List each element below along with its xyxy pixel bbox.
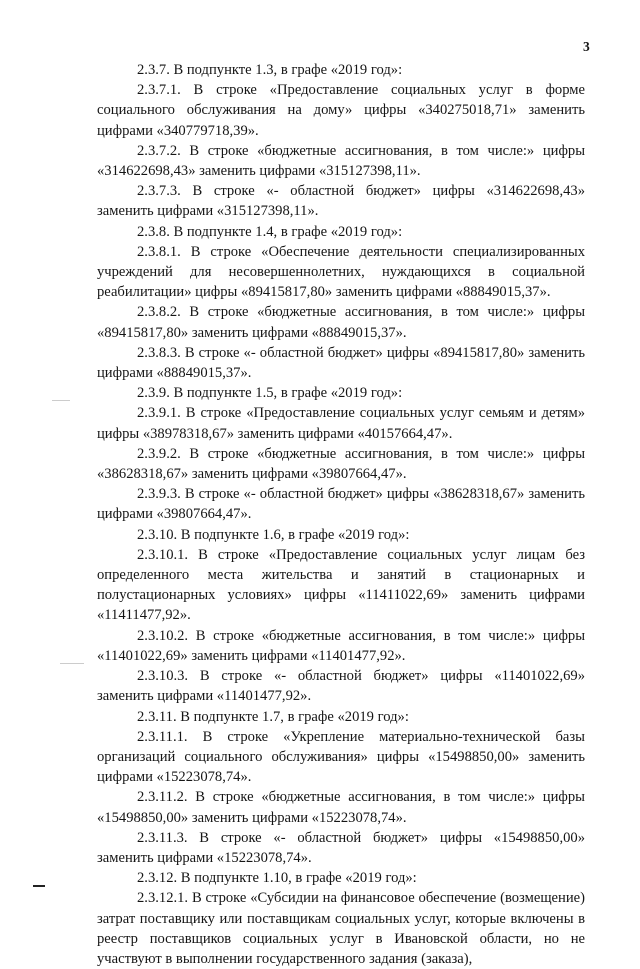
paragraph: 2.3.7. В подпункте 1.3, в графе «2019 год»: bbox=[137, 62, 403, 78]
document-body bbox=[97, 60, 585, 969]
paragraph: 2.3.11.2. В строке «бюджетные ассигнования, в том числе:» цифры «15498850,00» заменить цифрами «15223078,74». bbox=[97, 789, 585, 826]
paragraph: 2.3.10.1. В строке «Предоставление социальных услуг лицам без определенного места жительства и занятий в стационарных и полустационарных условиях» цифры «11411022,69» заменить цифрами «11411477,92». bbox=[97, 546, 585, 624]
paragraph: 2.3.9.3. В строке «- областной бюджет» цифры «38628318,67» заменить цифрами «39807664,47». bbox=[97, 486, 585, 523]
paragraph: 2.3.9.2. В строке «бюджетные ассигнования, в том числе:» цифры «38628318,67» заменить цифрами «39807664,47». bbox=[97, 445, 585, 483]
paragraph: 2.3.10.3. В строке «- областной бюджет» цифры «11401022,69» заменить цифрами «11401477,92». bbox=[97, 668, 585, 705]
paragraph: 2.3.8.3. В строке «- областной бюджет» цифры «89415817,80» заменить цифрами «88849015,37». bbox=[97, 344, 585, 382]
paragraph: 2.3.8. В подпункте 1.4, в графе «2019 год»: bbox=[137, 223, 403, 240]
scan-mark bbox=[52, 400, 70, 401]
paragraph: 2.3.9.1. В строке «Предоставление социальных услуг семьям и детям» цифры «38978318,67» заменить цифрами «40157664,47». bbox=[97, 405, 585, 442]
paragraph: 2.3.8.1. В строке «Обеспечение деятельности специализированных учреждений для несовершеннолетних, нуждающихся в социальной реабилитации» цифры «89415817,80» заменить цифрами «88849015,37». bbox=[97, 243, 585, 301]
paragraph: 2.3.9. В подпункте 1.5, в графе «2019 год»: bbox=[137, 385, 403, 402]
paragraph: 2.3.7.2. В строке «бюджетные ассигнования, в том числе:» цифры «314622698,43» заменить цифрами «315127398,11». bbox=[97, 142, 585, 180]
page-number: 3 bbox=[583, 39, 590, 54]
paragraph: 2.3.12. В подпункте 1.10, в графе «2019 год»: bbox=[137, 870, 417, 887]
margin-dash bbox=[33, 885, 45, 887]
paragraph: 2.3.10.2. В строке «бюджетные ассигнования, в том числе:» цифры «11401022,69» заменить цифрами «11401477,92». bbox=[97, 627, 585, 664]
paragraph: 2.3.11.1. В строке «Укрепление материально-технической базы организаций социального обслуживания» цифры «15498850,00» заменить цифрами «15223078,74». bbox=[97, 728, 585, 786]
paragraph: 2.3.11. В подпункте 1.7, в графе «2019 год»: bbox=[137, 708, 409, 725]
paragraph: 2.3.11.3. В строке «- областной бюджет» цифры «15498850,00» заменить цифрами «15223078,74». bbox=[97, 829, 585, 866]
paragraph: 2.3.10. В подпункте 1.6, в графе «2019 год»: bbox=[137, 526, 410, 543]
paragraph: 2.3.7.3. В строке «- областной бюджет» цифры «314622698,43» заменить цифрами «315127398,11». bbox=[97, 183, 585, 220]
scan-mark bbox=[60, 663, 84, 664]
paragraph: 2.3.7.1. В строке «Предоставление социальных услуг в форме социального обслуживания на дому» цифры «340275018,71» заменить цифрами «340779718,39». bbox=[97, 82, 585, 139]
paragraph: 2.3.8.2. В строке «бюджетные ассигнования, в том числе:» цифры «89415817,80» заменить цифрами «88849015,37». bbox=[97, 304, 585, 341]
paragraph: 2.3.12.1. В строке «Субсидии на финансовое обеспечение (возмещение) затрат поставщику или поставщикам социальных услуг, которые включены в реестр поставщиков социальных услуг в Ивановской области, но не участвуют в выполнении государственного задания (заказа), bbox=[97, 890, 585, 967]
